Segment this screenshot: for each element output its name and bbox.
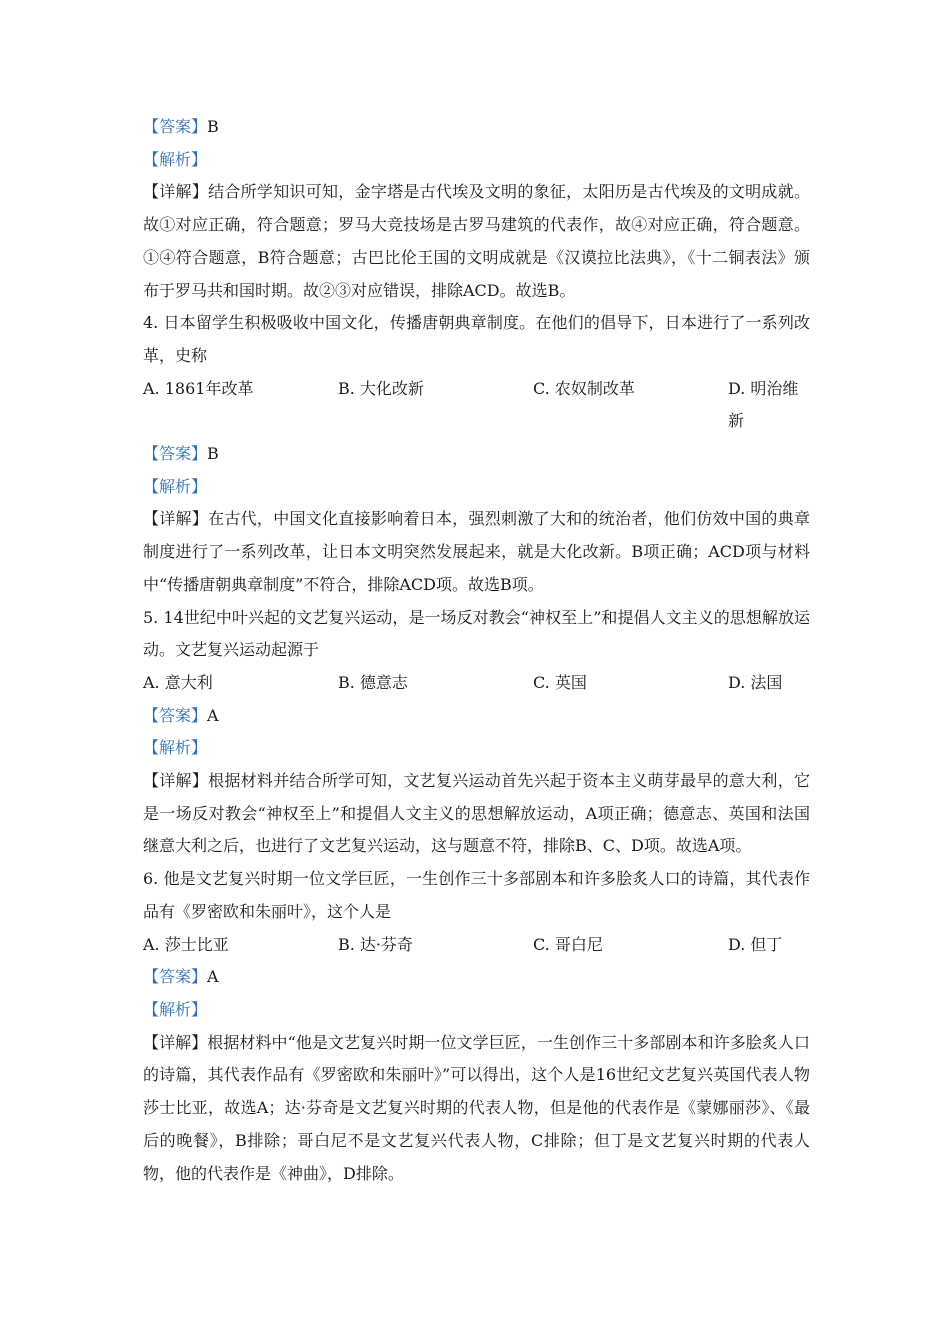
detail-text: 在古代，中国文化直接影响着日本，强烈刺激了大和的统治者，他们仿效中国的典章制度进行了一系列改革，让日本文明突然发展起来，就是大化改新。B项正确；ACD项与材料中“传播唐朝典章制度”不符合，排除ACD项。故选B项。 xyxy=(143,509,810,594)
options-row xyxy=(143,929,810,962)
option-a: A. 意大利 xyxy=(143,672,213,692)
options-row xyxy=(143,667,810,700)
answer-line xyxy=(143,438,810,471)
detail-text: 根据材料并结合所学可知，文艺复兴运动首先兴起于资本主义萌芽最早的意大利，它是一场反对教会“神权至上”和提倡人文主义的思想解放运动，A项正确；德意志、英国和法国继意大利之后，也进行了文艺复兴运动，这与题意不符，排除B、C、D项。故选A项。 xyxy=(143,771,810,856)
options-row xyxy=(143,373,810,438)
analysis-tag: 【解析】 xyxy=(143,738,208,758)
answer-value: B xyxy=(207,117,219,136)
answer-line xyxy=(143,961,810,994)
option-b: B. 达·芬奇 xyxy=(338,934,414,954)
detail-paragraph xyxy=(143,503,810,601)
option-d: D. 明治维新 xyxy=(728,378,799,431)
answer-line xyxy=(143,111,810,144)
answer-tag: 【答案】 xyxy=(143,444,208,464)
answer-value: A xyxy=(207,967,219,987)
analysis-tag: 【解析】 xyxy=(143,476,208,496)
option-d: D. 但丁 xyxy=(728,934,783,954)
detail-paragraph xyxy=(143,176,810,307)
answer-line xyxy=(143,700,810,733)
answer-value: B xyxy=(207,444,219,464)
option-d: D. 法国 xyxy=(728,672,783,692)
answer-value: A xyxy=(207,705,219,725)
detail-paragraph xyxy=(143,1027,810,1191)
option-c: C. 英国 xyxy=(533,672,587,692)
question-stem: 5. 14世纪中叶兴起的文艺复兴运动，是一场反对教会“神权至上”和提倡人文主义的思想解放运动。文艺复兴运动起源于 xyxy=(143,607,810,660)
analysis-tag: 【解析】 xyxy=(143,999,208,1019)
detail-tag: 【详解】 xyxy=(143,1032,208,1052)
detail-text: 根据材料中“他是文艺复兴时期一位文学巨匠，一生创作三十多部剧本和许多脍炙人口的诗篇，其代表作品有《罗密欧和朱丽叶》”可以得出，这个人是16世纪文艺复兴英国代表人物莎士比亚，故选A；达·芬奇是文艺复兴时期的代表人物，但是他的代表作是《蒙娜丽莎》、《最后的晚餐》，B排除；哥白尼不是文艺复兴代表人物，C排除；但丁是文艺复兴时期的代表人物，他的代表作是《神曲》，D排除。 xyxy=(143,1032,810,1183)
answer-tag: 【答案】 xyxy=(143,117,208,136)
answer-tag: 【答案】 xyxy=(143,705,208,725)
answer-tag: 【答案】 xyxy=(143,967,208,987)
option-c: C. 农奴制改革 xyxy=(533,378,635,398)
option-b: B. 德意志 xyxy=(338,672,408,692)
question-stem: 4. 日本留学生积极吸收中国文化，传播唐朝典章制度。在他们的倡导下，日本进行了一系列改革，史称 xyxy=(143,313,810,365)
option-a: A. 1861年改革 xyxy=(143,378,254,398)
detail-tag: 【详解】 xyxy=(143,509,209,529)
option-c: C. 哥白尼 xyxy=(533,934,603,954)
analysis-tag: 【解析】 xyxy=(143,149,208,169)
detail-tag: 【详解】 xyxy=(143,771,209,791)
option-a: A. 莎士比亚 xyxy=(143,934,229,954)
detail-text: 结合所学知识可知，金字塔是古代埃及文明的象征，太阳历是古代埃及的文明成就。故①对应正确，符合题意；罗马大竞技场是古罗马建筑的代表作，故④对应正确，符合题意。①④符合题意，B符合题意；古巴比伦王国的文明成就是《汉谟拉比法典》，《十二铜表法》颁布于罗马共和国时期。故②③对应错误，排除ACD。故选B。 xyxy=(143,182,810,300)
detail-tag: 【详解】 xyxy=(143,182,209,202)
question-stem: 6. 他是文艺复兴时期一位文学巨匠，一生创作三十多部剧本和许多脍炙人口的诗篇，其代表作品有《罗密欧和朱丽叶》，这个人是 xyxy=(143,869,810,921)
detail-paragraph xyxy=(143,765,810,863)
option-b: B. 大化改新 xyxy=(338,378,424,398)
